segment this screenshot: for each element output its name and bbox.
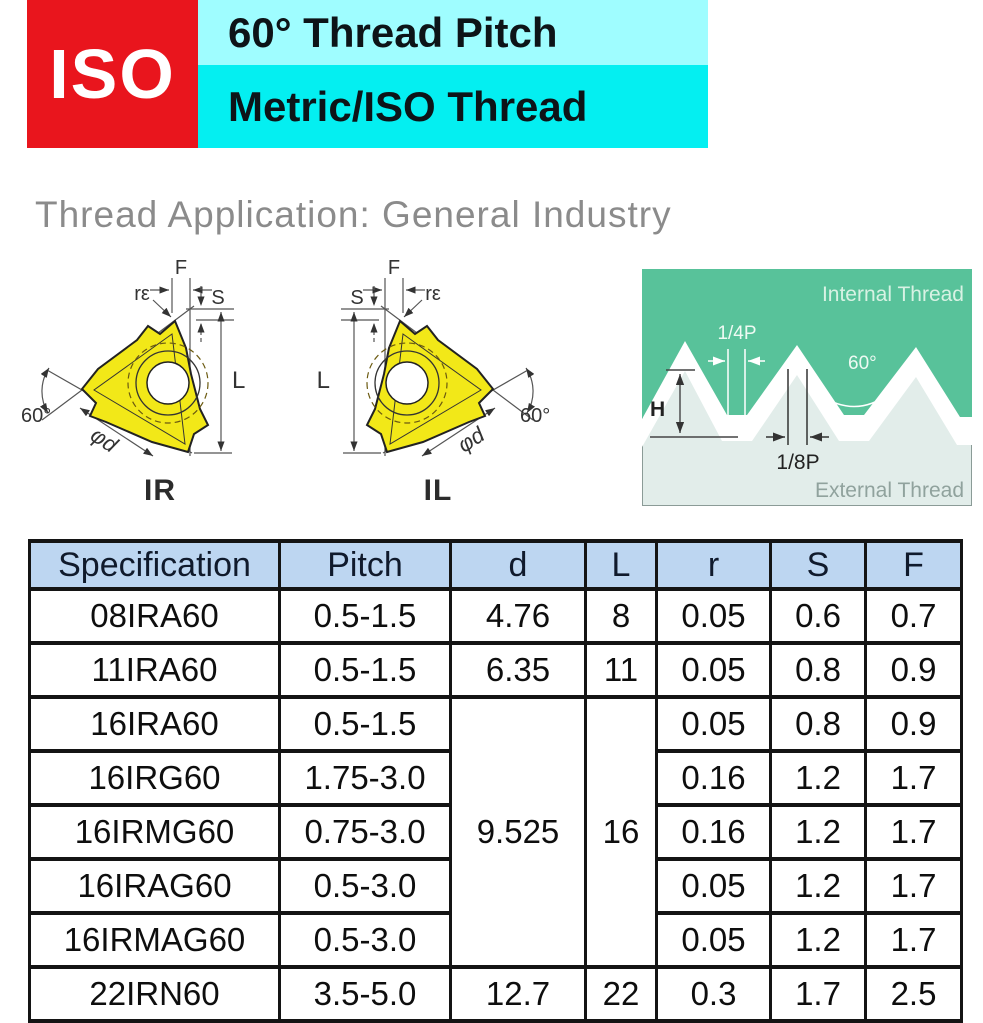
table-cell: 0.8 [771,643,866,697]
il-label-s: S [350,287,364,309]
table-cell: 0.05 [657,589,771,643]
spec-table-header-row [30,541,962,589]
internal-thread-label: Internal Thread [821,283,964,306]
table-cell: 16IRA60 [30,697,280,751]
table-cell: 11IRA60 [30,643,280,697]
table-cell: 0.9 [866,643,962,697]
table-cell: 22IRN60 [30,967,280,1021]
table-cell: 16 [586,697,657,967]
table-cell: 0.6 [771,589,866,643]
table-cell: 4.76 [451,589,586,643]
banner-metric-iso-label: Metric/ISO Thread [228,82,588,130]
table-row [30,967,962,1021]
column-header: Pitch [280,541,451,589]
table-row [30,589,962,643]
table-cell: 6.35 [451,643,586,697]
h-label: H [650,398,666,421]
table-cell: 0.05 [657,643,771,697]
table-cell: 16IRMAG60 [30,913,280,967]
table-cell: 9.525 [451,697,586,967]
table-cell: 1.2 [771,859,866,913]
table-cell: 1.75-3.0 [280,751,451,805]
table-cell: 0.05 [657,697,771,751]
angle-label: 60° [848,353,877,374]
table-cell: 16IRG60 [30,751,280,805]
table-cell: 12.7 [451,967,586,1021]
iso-label: ISO [49,35,176,113]
table-row [30,643,962,697]
thread-profile-diagram [642,269,972,506]
table-cell: 1.7 [866,913,962,967]
table-cell: 0.05 [657,859,771,913]
column-header: L [586,541,657,589]
column-header: d [451,541,586,589]
table-cell: 8 [586,589,657,643]
table-cell: 0.5-1.5 [280,643,451,697]
ir-insert-diagram [20,256,320,504]
ir-label-s: S [211,287,225,309]
external-thread-label: External Thread [814,479,964,502]
il-label-re: rε [425,283,441,305]
ir-label-angle: 60° [21,405,52,427]
table-cell: 16IRMG60 [30,805,280,859]
banner-metric-iso [198,65,708,148]
table-cell: 0.3 [657,967,771,1021]
table-cell: 0.5-1.5 [280,697,451,751]
eighth-p-label: 1/8P [776,451,820,474]
table-cell: 1.7 [866,751,962,805]
ir-label-re: rε [134,283,150,305]
table-cell: 2.5 [866,967,962,1021]
banner-thread-pitch-label: 60° Thread Pitch [228,8,558,56]
table-cell: 1.7 [866,859,962,913]
il-label-f: F [387,257,401,279]
il-caption: IL [423,474,453,504]
table-cell: 11 [586,643,657,697]
il-label-phi-d: φd [452,421,489,458]
table-cell: 0.5-1.5 [280,589,451,643]
ir-label-phi-d: φd [86,421,123,458]
table-cell: 22 [586,967,657,1021]
il-label-l: L [316,367,330,394]
iso-badge [27,0,198,148]
table-cell: 0.16 [657,805,771,859]
column-header: Specification [30,541,280,589]
column-header: r [657,541,771,589]
table-cell: 3.5-5.0 [280,967,451,1021]
quarter-p-label: 1/4P [717,323,757,344]
table-cell: 0.5-3.0 [280,913,451,967]
table-cell: 08IRA60 [30,589,280,643]
table-cell: 0.7 [866,589,962,643]
table-cell: 0.5-3.0 [280,859,451,913]
table-cell: 16IRAG60 [30,859,280,913]
table-cell: 0.75-3.0 [280,805,451,859]
ir-caption: IR [144,474,176,504]
table-cell: 1.2 [771,751,866,805]
ir-label-l: L [232,367,246,394]
table-cell: 1.2 [771,805,866,859]
table-cell: 0.16 [657,751,771,805]
spec-table-body [30,589,962,1021]
table-cell: 1.7 [771,967,866,1021]
il-label-angle: 60° [520,405,551,427]
table-cell: 0.8 [771,697,866,751]
column-header: F [866,541,962,589]
table-cell: 1.7 [866,805,962,859]
spec-table [28,539,963,1023]
column-header: S [771,541,866,589]
application-text: Thread Application: General Industry [35,194,672,235]
ir-label-f: F [174,257,188,279]
banner-thread-pitch [198,0,708,65]
table-row [30,697,962,751]
table-cell: 1.2 [771,913,866,967]
table-cell: 0.05 [657,913,771,967]
table-cell: 0.9 [866,697,962,751]
il-insert-diagram [310,256,610,504]
